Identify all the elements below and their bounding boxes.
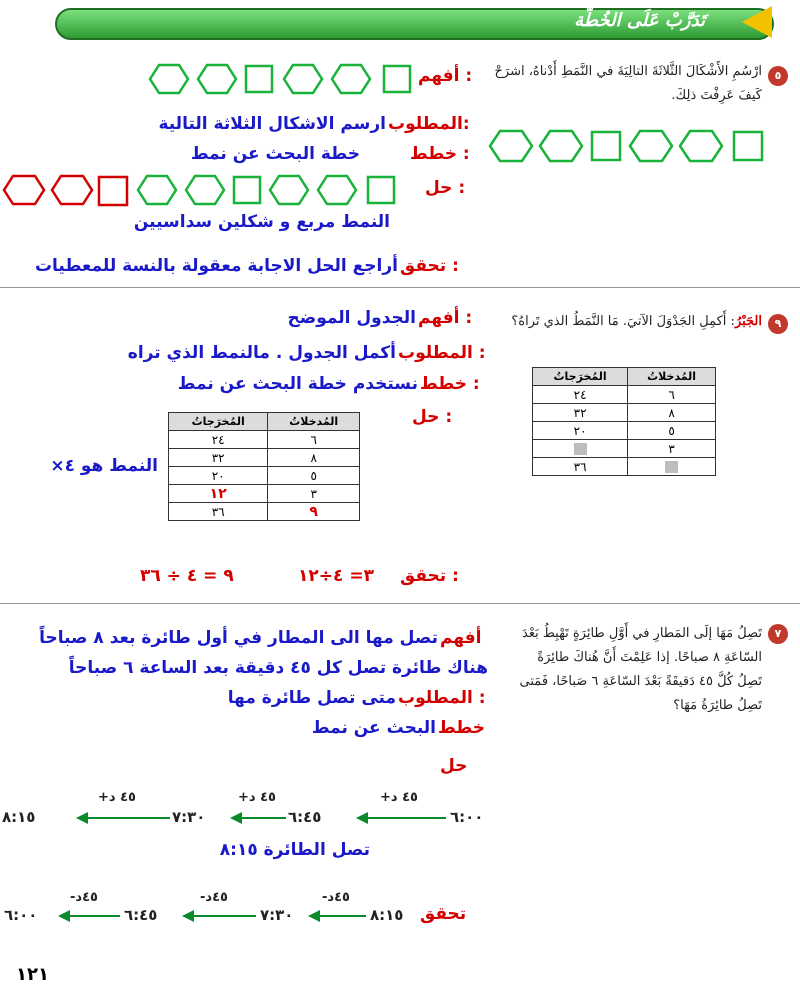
square-icon <box>368 177 394 203</box>
table-row: ٢٠ ٥ <box>169 467 360 485</box>
q5-khatat-label: خطط : <box>410 144 470 164</box>
table-header: المُدخلاتُ <box>268 413 360 431</box>
minus-45-label: -٤٥د <box>322 890 350 905</box>
table-row: ١٢ ٣ <box>169 485 360 503</box>
q7-khatat-label: خطط <box>438 718 486 738</box>
q5-solution-pattern <box>2 172 412 208</box>
q7-hal-label: حل <box>440 756 468 776</box>
minus-45-label: -٤٥د <box>200 890 228 905</box>
table-header: المُدخلاتُ <box>628 368 716 386</box>
hexagon-icon <box>198 65 236 93</box>
table-row: ٣٢ ٨ <box>169 449 360 467</box>
question-5-pattern <box>488 128 778 164</box>
question-7-number: ٧ <box>768 624 788 644</box>
question-9-text: الجَبْرُ: أَكمِلِ الجَدْوَلَ الآتيَ. مَا النَّمَطُ الذي تَراهُ؟ <box>511 314 762 329</box>
time-label: ٧:٣٠ <box>260 906 294 924</box>
q9-title: الجَبْرُ <box>734 314 762 329</box>
q9-hal-label: حل : <box>412 407 453 427</box>
divider <box>0 603 800 604</box>
hexagon-icon <box>490 131 532 161</box>
q9-check-2: ٩ = ٤ ÷ ٣٦ <box>140 566 234 586</box>
q7-line: تَصِلُ كُلَّ ٤٥ دَقيقَةً بَعْدَ السّاعَةِ ٦ صَباحًا، فَمَتى <box>519 674 762 689</box>
q5-check-label: تحقق : <box>400 256 459 276</box>
q7-line: تَصِلُ طائِرَةُ مَهَا؟ <box>673 698 762 713</box>
square-icon <box>592 132 620 160</box>
hexagon-icon <box>138 176 176 204</box>
hexagon-icon <box>680 131 722 161</box>
q9-text-body: أَكمِلِ الجَدْوَلَ الآتيَ. مَا النَّمَطُ الذي تَراهُ؟ <box>511 314 727 329</box>
time-label: ٨:١٥ <box>2 808 36 826</box>
table-row: ٢٤ ٦ <box>169 431 360 449</box>
hexagon-icon <box>186 176 224 204</box>
arrow-left-icon <box>78 817 170 819</box>
q9-matloob-label: المطلوب : <box>398 343 486 363</box>
q5-afham-label: أفهم : <box>418 66 473 86</box>
table-row: ٢٤ ٦ <box>533 386 716 404</box>
q5-check-text: أراجع الحل الاجابة معقولة بالنسة للمعطيات <box>34 256 398 276</box>
time-label: ٦:٤٥ <box>288 808 322 826</box>
banner-triangle-icon <box>742 6 772 38</box>
banner-title: تَدَرَّبْ عَلَى الخُطَّة <box>574 10 705 31</box>
q9-afham-text: الجدول الموضح <box>287 308 416 328</box>
q5-pattern-note: النمط مربع و شكلين سداسيين <box>133 212 390 232</box>
table-row: ٣٦ <box>533 458 716 476</box>
time-label: ٨:١٥ <box>370 906 404 924</box>
time-label: ٦:٠٠ <box>450 808 484 826</box>
square-icon <box>734 132 762 160</box>
hexagon-icon <box>52 176 92 204</box>
table-header: المُخرَجاتُ <box>169 413 268 431</box>
minus-45-label: -٤٥د <box>70 890 98 905</box>
square-icon <box>99 177 127 205</box>
q9-check-1: ٣= ٤÷١٢ <box>298 566 374 586</box>
question-9-number: ٩ <box>768 314 788 334</box>
q9-solution-table <box>168 412 360 521</box>
q9-pattern: النمط هو ٤× <box>50 456 158 476</box>
question-7-text <box>496 622 762 718</box>
page-number: ١٢١ <box>16 964 49 985</box>
q7-line: تَصِلُ مَهَا إلَى المَطارِ في أَوَّلِ طائِرَةٍ تَهْبِطُ بَعْدَ <box>522 626 762 641</box>
q9-khatat-text: نستخدم خطة البحث عن نمط <box>177 374 418 394</box>
hexagon-icon <box>4 176 44 204</box>
time-label: ٦:٤٥ <box>124 906 158 924</box>
q7-afham-text: تصل مها الى المطار في أول طائرة بعد ٨ صباحاً <box>39 628 438 648</box>
q7-khatat-text: البحث عن نمط <box>311 718 436 738</box>
table-header: المُخرَجاتُ <box>533 368 628 386</box>
q5-hal-label: حل : <box>425 178 466 198</box>
q9-afham-label: أفهم : <box>418 308 473 328</box>
table-row: ٣٢ ٨ <box>533 404 716 422</box>
arrow-left-icon <box>310 915 366 917</box>
q7-matloob-label: المطلوب : <box>398 688 486 708</box>
hexagon-icon <box>332 65 370 93</box>
q7-line: السّاعَةِ ٨ صباحًا. إذا عَلِمْتَ أَنَّ هُناكَ طائِرَةً <box>537 650 762 665</box>
arrow-left-icon <box>358 817 446 819</box>
table-row: ٣ <box>533 440 716 458</box>
plus-45-label: +٤٥ د <box>380 790 418 805</box>
time-label: ٧:٣٠ <box>172 808 206 826</box>
arrow-left-icon <box>60 915 120 917</box>
q9-matloob-text: أكمل الجدول . مالنمط الذي تراه <box>127 343 396 363</box>
q7-matloob-text: متى تصل طائرة مها <box>227 688 396 708</box>
divider <box>0 287 800 288</box>
blank-cell <box>665 461 678 473</box>
q7-arrival: تصل الطائرة ٨:١٥ <box>219 840 370 860</box>
plus-45-label: +٤٥ د <box>238 790 276 805</box>
q7-afham-text-2: هناك طائرة تصل كل ٤٥ دقيقة بعد الساعة ٦ صباحاً <box>68 658 488 678</box>
q9-khatat-label: خطط : <box>420 374 480 394</box>
arrow-left-icon <box>184 915 256 917</box>
hexagon-icon <box>270 176 308 204</box>
arrow-left-icon <box>232 817 286 819</box>
square-icon <box>234 177 260 203</box>
q5-matloob-label: المطلوب: <box>388 114 470 134</box>
time-label: ٦:٠٠ <box>4 906 38 924</box>
table-row: ٢٠ ٥ <box>533 422 716 440</box>
q9-check-label: تحقق : <box>400 566 459 586</box>
q5-matloob-text: ارسم الاشكال الثلاثة التالية <box>158 114 386 134</box>
square-icon <box>384 66 410 92</box>
hexagon-icon <box>318 176 356 204</box>
q7-afham-label: أفهم <box>440 628 482 648</box>
hexagon-icon <box>150 65 188 93</box>
q5-khatat-text: خطة البحث عن نمط <box>190 144 360 164</box>
hexagon-icon <box>540 131 582 161</box>
hexagon-icon <box>630 131 672 161</box>
q5-given-pattern <box>148 62 418 96</box>
hexagon-icon <box>284 65 322 93</box>
q7-check-label: تحقق <box>420 904 467 924</box>
plus-45-label: +٤٥ د <box>98 790 136 805</box>
blank-cell <box>574 443 587 455</box>
question-5-text: ارْسُمِ الأَشْكَالَ الثَّلاثَةَ التالِيَةَ في النَّمَطِ أَدْناهُ، اشرَحْ كَيفَ عَرِفْتَ ذلِكَ. <box>494 64 762 103</box>
question-5-number: ٥ <box>768 66 788 86</box>
square-icon <box>246 66 272 92</box>
q9-table <box>532 367 716 476</box>
table-row: ٣٦ ٩ <box>169 503 360 521</box>
